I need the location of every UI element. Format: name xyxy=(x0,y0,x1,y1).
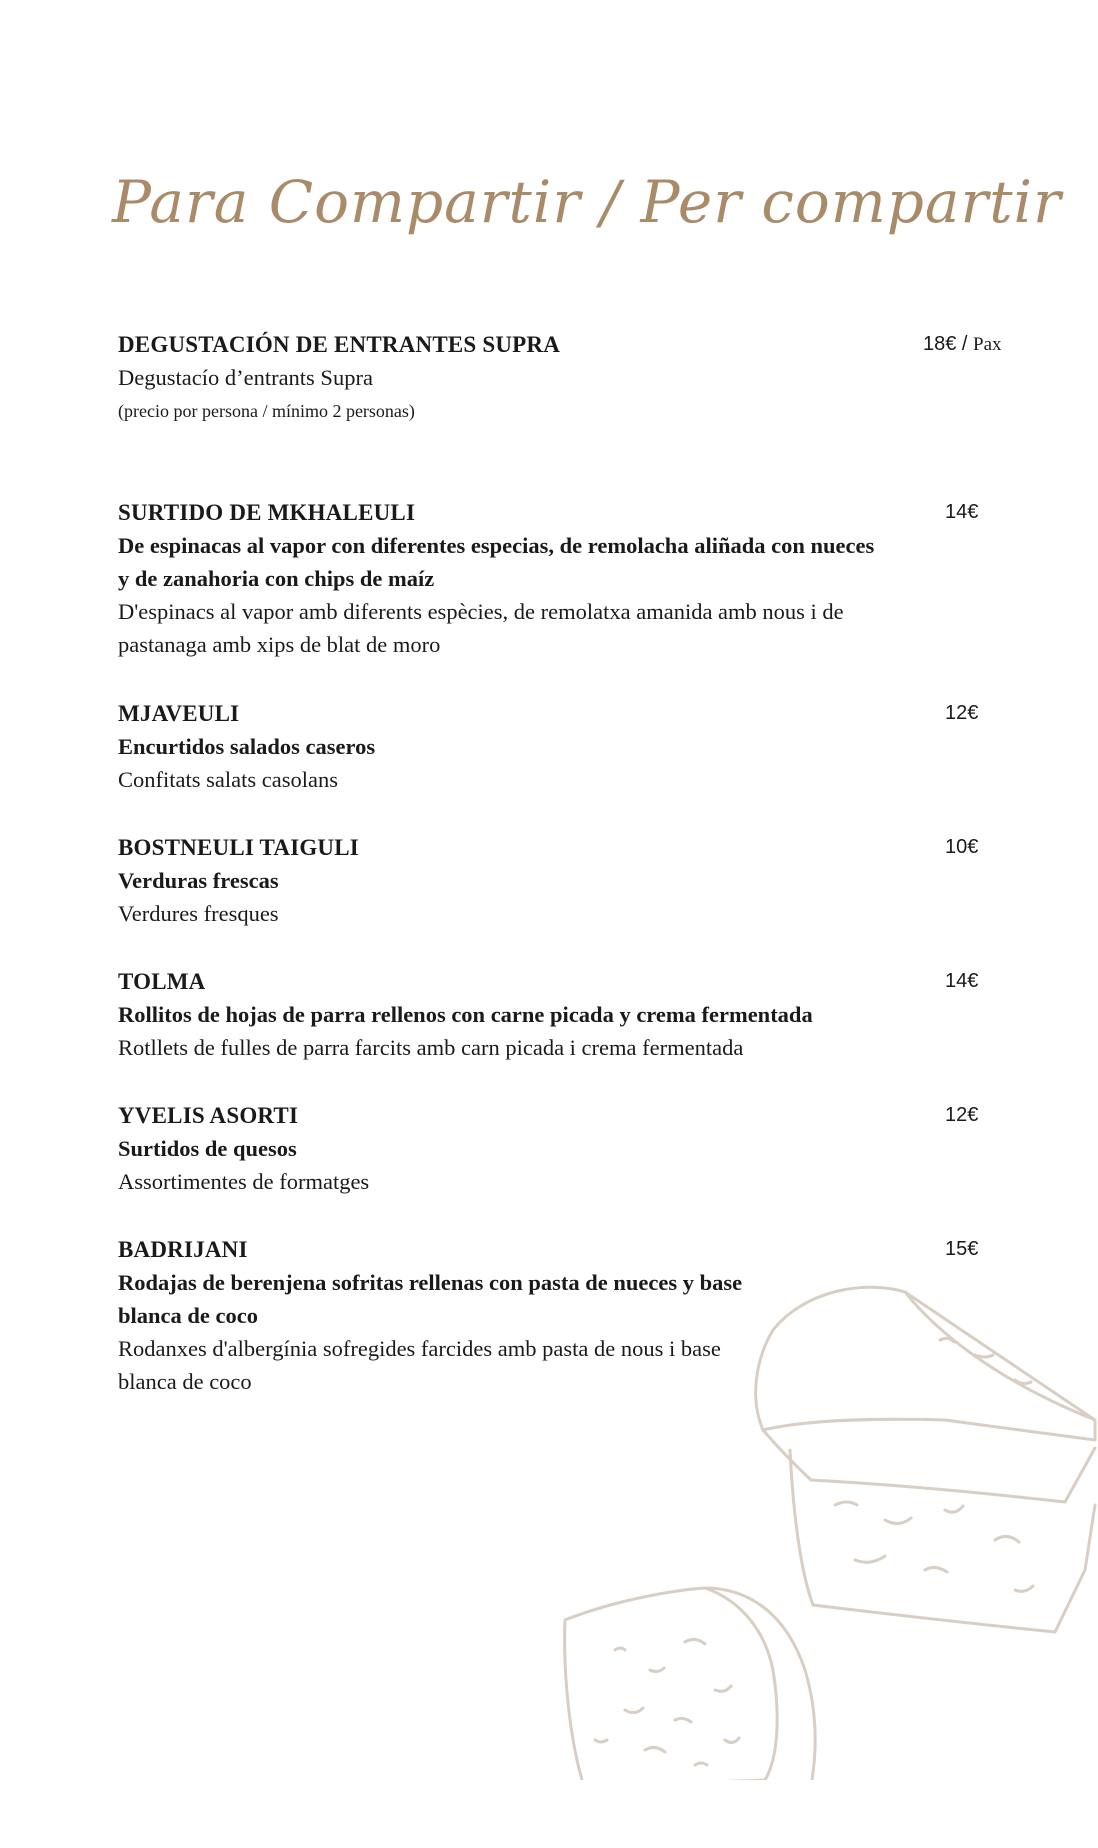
menu-item xyxy=(118,1099,1018,1233)
item-description-catalan: Rotllets de fulles de parra farcits amb carn picada i crema fermentada xyxy=(118,1035,744,1060)
item-description-catalan: D'espinacs al vapor amb diferents espècies, de remolatxa amanida amb nous i de pastanaga amb xips de blat de moro xyxy=(118,599,844,657)
item-description-catalan: Assortimentes de formatges xyxy=(118,1169,370,1194)
item-description-spanish: Verduras frescas xyxy=(118,868,279,893)
item-name: BOSTNEULI TAIGULI xyxy=(118,835,359,860)
menu-item xyxy=(118,965,1018,1099)
menu-item xyxy=(118,831,1018,965)
menu-item xyxy=(118,1233,1018,1401)
item-description-spanish: Encurtidos salados caseros xyxy=(118,734,376,759)
item-description-spanish: Surtidos de quesos xyxy=(118,1136,297,1161)
item-name: BADRIJANI xyxy=(118,1237,248,1262)
item-description-spanish: Rodajas de berenjena sofritas rellenas con pasta de nueces y base blanca de coco xyxy=(118,1270,743,1328)
item-description-spanish: De espinacas al vapor con diferentes especias, de remolacha aliñada con nueces y de zanahoria con chips de maíz xyxy=(118,533,875,591)
item-description-spanish: Rollitos de hojas de parra rellenos con carne picada y crema fermentada xyxy=(118,1002,813,1027)
item-name: DEGUSTACIÓN DE ENTRANTES SUPRA xyxy=(118,332,561,357)
item-name: YVELIS ASORTI xyxy=(118,1103,299,1128)
item-price xyxy=(923,328,1002,361)
menu-item xyxy=(118,496,1018,697)
item-description-catalan: Rodanxes d'albergínia sofregides farcides amb pasta de nous i base blanca de coco xyxy=(118,1336,721,1394)
item-price: 10€ xyxy=(945,836,979,858)
item-price: 14€ xyxy=(945,501,979,523)
menu-list xyxy=(118,328,1018,1401)
section-title: Para Compartir / Per compartir xyxy=(112,168,1062,236)
price-value: 18€ / xyxy=(923,333,968,355)
item-price: 12€ xyxy=(945,702,979,724)
item-note: (precio por persona / mínimo 2 personas) xyxy=(118,401,415,421)
item-name: MJAVEULI xyxy=(118,701,240,726)
price-unit: Pax xyxy=(973,334,1002,355)
item-description-catalan: Confitats salats casolans xyxy=(118,767,338,792)
menu-item xyxy=(118,697,1018,831)
item-price: 15€ xyxy=(945,1238,979,1260)
menu-item xyxy=(118,328,1018,496)
item-description-catalan: Degustacío d’entrants Supra xyxy=(118,365,373,390)
item-description-catalan: Verdures fresques xyxy=(118,901,279,926)
item-price: 14€ xyxy=(945,970,979,992)
item-price: 12€ xyxy=(945,1104,979,1126)
item-name: SURTIDO DE MKHALEULI xyxy=(118,500,416,525)
item-name: TOLMA xyxy=(118,969,206,994)
